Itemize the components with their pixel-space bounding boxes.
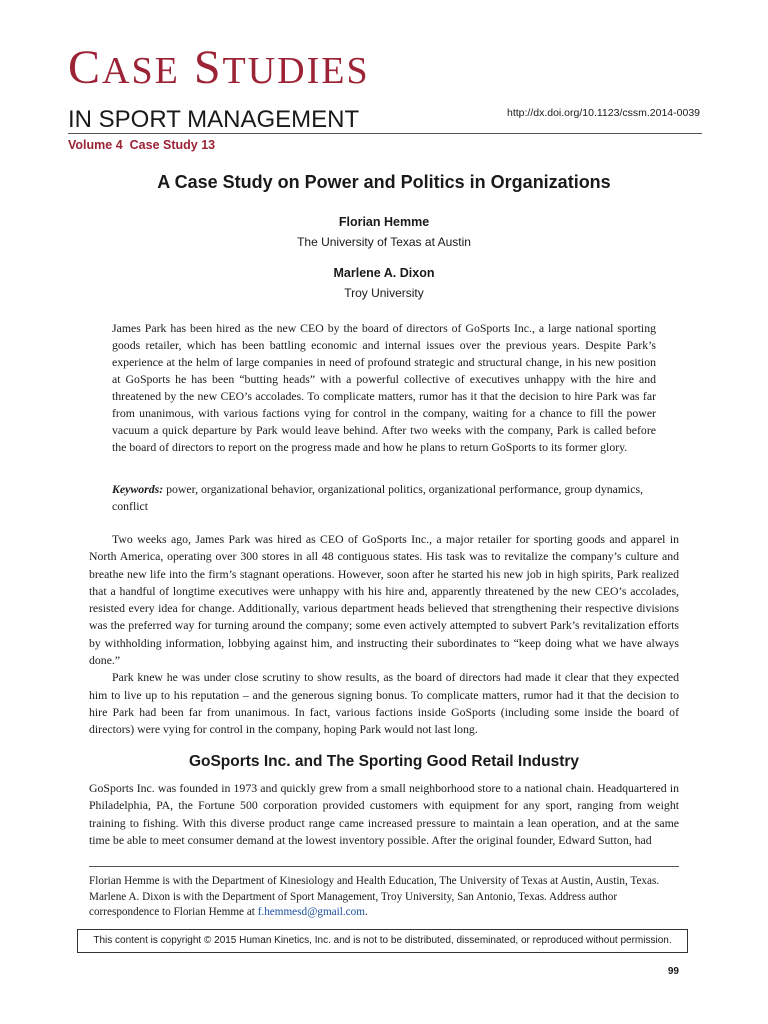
author-affiliation-1: The University of Texas at Austin — [297, 235, 471, 249]
author-name-1: Florian Hemme — [338, 215, 430, 229]
body-section — [89, 780, 679, 849]
keywords-list: power, organizational behavior, organizational politics, organizational performance, group dynamics, conflict — [112, 482, 644, 513]
page-number: 99 — [667, 966, 679, 977]
author-name-2: Marlene A. Dixon — [333, 266, 435, 280]
body-intro — [89, 531, 679, 739]
body-paragraph: GoSports Inc. was founded in 1973 and quickly grew from a small neighborhood store to a national chain. Headquartered in Philadelphia, PA, the Fortune 500 corporation provided customers with equipment for any sport, ranging from weight training to fishing. With this diverse product range came increased pressure to maintain a lean operation, and at the same time be able to meet consumer demand at the lowest inventory possible. After the original founder, Edward Sutton, had — [89, 781, 679, 847]
article-title: A Case Study on Power and Politics in Organizations — [157, 172, 611, 192]
journal-title-word-2: TUDIES — [222, 50, 370, 92]
doi-link[interactable]: http://dx.doi.org/10.1123/cssm.2014-0039 — [506, 107, 700, 119]
journal-subtitle: IN SPORT MANAGEMENT — [68, 106, 360, 133]
body-paragraph: Park knew he was under close scrutiny to show results, as the board of directors had made it clear that they expected him to live up to his reputation – and the generous signing bonus. To complicate matters, rumor had it that the decision to hire Park had been far from unanimous. In fact, various factions inside GoSports (including some inside the board of directors) were vying for control in the company, hoping Park would not last long. — [89, 670, 679, 737]
volume-line — [68, 138, 215, 152]
header-rule — [68, 133, 702, 134]
body-paragraph: Two weeks ago, James Park was hired as CEO of GoSports Inc., a major retailer for sporting goods and apparel in North America, operating over 300 stores in all 48 contiguous states. His task was to revitalize the company’s culture and breathe new life into the firm’s stagnant operations. However, soon after he started his new job in high spirits, Park realized that a handful of longtime executives were unhappy with his hire and, apparently threatened by the new CEO’s accolades, resisted every idea for change. Additionally, various department heads believed that strengthening their respective divisions was the preferred way for turning around the company; some even actively attempted to subvert Park’s revitalization efforts by withholding information, lobbying against him, and instructing their subordinates to “keep doing what we have always done.” — [89, 532, 679, 668]
copyright-notice: This content is copyright © 2015 Human Kinetics, Inc. and is not to be distributed, disseminated, or reproduced without permission. — [77, 929, 688, 953]
keywords — [112, 481, 656, 515]
footnote-end: . — [364, 906, 368, 918]
abstract: James Park has been hired as the new CEO by the board of directors of GoSports Inc., a large national sporting goods retailer, which has been battling economic and internal issues over the previous years. Despite Park’s experience at the helm of large companies in need of profound strategic and structural change, in his new position at GoSports he has been “butting heads” with a powerful collective of executives unhappy with the hire and threatened by the new CEO’s accolades. To complicate matters, rumor has it that the decision to hire Park was far from unanimous, with various factions vying for control in the company, waiting for a chance to fill the power vacuum a quick departure by Park would leave behind. After two weeks with the company, Park is called before the board of directors to report on the progress made and how he plans to return GoSports to its former glory. — [112, 321, 656, 454]
author-footnote — [89, 874, 679, 921]
section-heading: GoSports Inc. and The Sporting Good Retail Industry — [188, 753, 580, 770]
author-email-link[interactable]: f.hemmesd@gmail.com — [257, 906, 365, 918]
footnote-text: Florian Hemme is with the Department of Kinesiology and Health Education, The University of Texas at Austin, Austin, Texas. Marlene A. Dixon is with the Department of Sport Management, Troy University, San Antonio, Texas. Address author correspondence to Florian Hemme at — [89, 875, 660, 918]
journal-title-initial-c: C — [68, 41, 103, 94]
author-affiliation-2: Troy University — [344, 286, 424, 300]
journal-title-initial-s: S — [193, 41, 223, 94]
journal-title-word-1: ASE — [102, 50, 180, 92]
footnote-rule — [89, 866, 679, 867]
case-study-label: Case Study 13 — [129, 138, 216, 152]
keywords-label: Keywords: — [112, 482, 164, 496]
journal-title — [68, 40, 370, 99]
volume-label: Volume 4 — [68, 138, 123, 152]
